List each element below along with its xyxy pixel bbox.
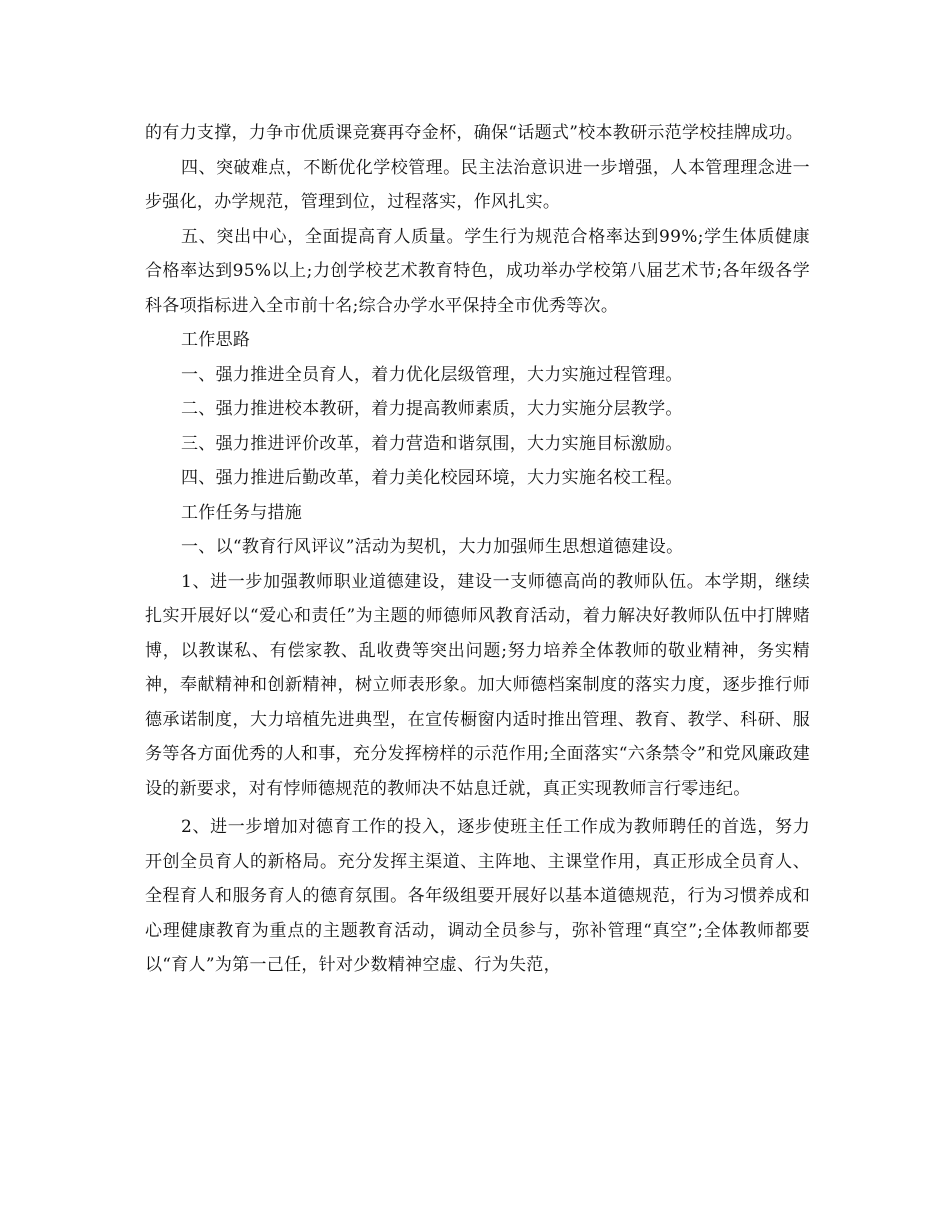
heading-tasks-and-measures: 工作任务与措施 — [181, 502, 303, 523]
idea-item-two: 二、强力推进校本教研，着力提高教师素质，大力实施分层教学。 — [181, 399, 683, 419]
task-section-one: 一、以“教育行风评议”活动为契机，大力加强师生思想道德建设。 — [181, 537, 684, 557]
paragraph-point-four: 四、突破难点，不断优化学校管理。民主法治意识进一步增强，人本管理理念进一步强化，办学规范，管理到位，过程落实，作风扎实。 — [145, 157, 810, 212]
task-item-two: 2、进一步增加对德育工作的投入，逐步使班主任工作成为教师聘任的首选，努力开创全员育人的新格局。充分发挥主渠道、主阵地、主课堂作用，真正形成全员育人、全程育人和服务育人的德育氛围。各年级组要开展好以基本道德规范，行为习惯养成和心理健康教育为重点的主题教育活动，调动全员参与，弥补管理“真空”;全体教师都要以“育人”为第一己任，针对少数精神空虚、行为失范， — [145, 817, 810, 975]
paragraph-point-five: 五、突出中心，全面提高育人质量。学生行为规范合格率达到99%;学生体质健康合格率达到95%以上;力创学校艺术教育特色，成功举办学校第八届艺术节;各年级各学科各项指标进入全市前十名;综合办学水平保持全市优秀等次。 — [145, 226, 810, 316]
heading-work-ideas: 工作思路 — [181, 330, 251, 350]
idea-item-four: 四、强力推进后勤改革，着力美化校园环境，大力实施名校工程。 — [181, 468, 683, 488]
idea-item-one: 一、强力推进全员育人，着力优化层级管理，大力实施过程管理。 — [181, 364, 683, 385]
idea-item-three: 三、强力推进评价改革，着力营造和谐氛围，大力实施目标激励。 — [181, 433, 683, 454]
document-body — [145, 116, 810, 983]
paragraph-continuation: 的有力支撑，力争市优质课竞赛再夺金杯，确保“话题式”校本教研示范学校挂牌成功。 — [145, 123, 804, 143]
task-item-one: 1、进一步加强教师职业道德建设，建设一支师德高尚的教师队伍。本学期，继续扎实开展好以“爱心和责任”为主题的师德师风教育活动，着力解决好教师队伍中打牌赌博，以教谋私、有偿家教、乱收费等突出问题;努力培养全体教师的敬业精神，务实精神，奉献精神和创新精神，树立师表形象。加大师德档案制度的落实力度，逐步推行师德承诺制度，大力培植先进典型，在宣传橱窗内适时推出管理、教育、教学、科研、服务等各方面优秀的人和事，充分发挥榜样的示范作用;全面落实“六条禁令”和党风廉政建设的新要求，对有悖师德规范的教师决不姑息迁就，真正实现教师言行零违纪。 — [145, 571, 810, 799]
